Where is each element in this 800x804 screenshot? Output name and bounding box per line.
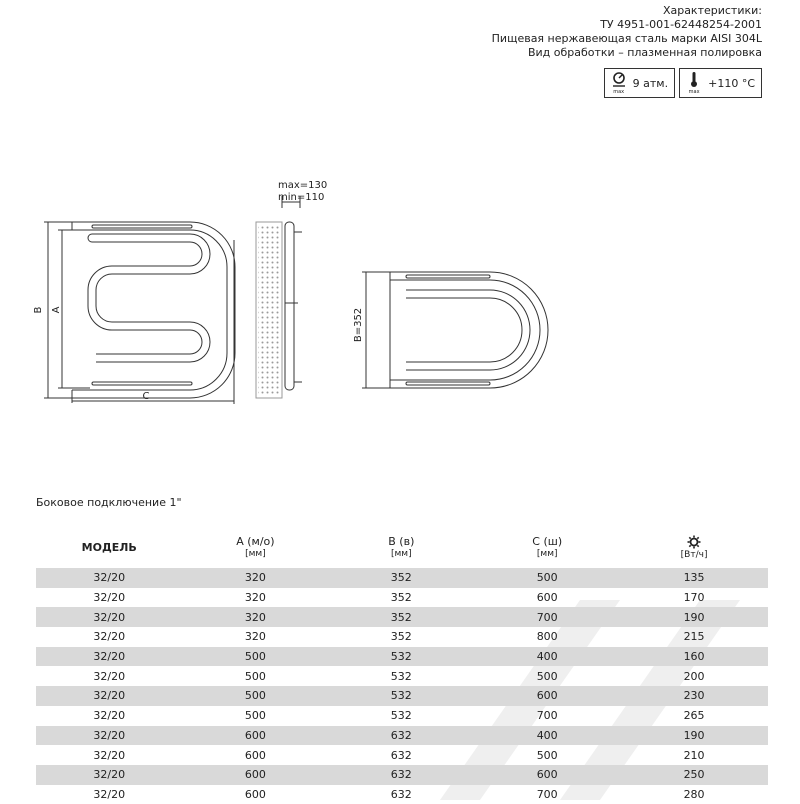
cell-c: 500 bbox=[474, 568, 620, 588]
characteristics-title: Характеристики: bbox=[662, 4, 762, 17]
table-row bbox=[36, 686, 768, 706]
cell-c: 600 bbox=[536, 591, 558, 605]
table-row bbox=[36, 568, 768, 588]
cell-a: 320 bbox=[244, 630, 266, 644]
cell-model: 32/20 bbox=[36, 765, 182, 785]
table-row bbox=[36, 765, 768, 785]
header-model: МОДЕЛЬ bbox=[81, 541, 137, 554]
cell-c: 800 bbox=[536, 630, 558, 644]
cell-c: 700 bbox=[474, 607, 620, 627]
characteristics-material: Пищевая нержавеющая сталь марки AISI 304L bbox=[491, 32, 762, 45]
cell-model: 32/20 bbox=[93, 669, 126, 683]
cell-b: 352 bbox=[390, 630, 412, 644]
cell-b: 632 bbox=[390, 748, 412, 762]
cell-a: 500 bbox=[244, 709, 266, 723]
cell-p: 265 bbox=[683, 709, 705, 723]
cell-model: 32/20 bbox=[36, 726, 182, 746]
front-view-coil bbox=[72, 222, 235, 398]
cell-c: 700 bbox=[536, 787, 558, 801]
table-body bbox=[36, 568, 768, 804]
table-row bbox=[36, 726, 768, 746]
cell-a: 320 bbox=[182, 607, 328, 627]
table-row bbox=[36, 785, 768, 804]
cell-b: 352 bbox=[390, 591, 412, 605]
section-title: Боковое подключение 1" bbox=[36, 496, 182, 509]
cell-model: 32/20 bbox=[93, 787, 126, 801]
front-view-dimensions bbox=[44, 222, 234, 404]
header-power: [Вт/ч] bbox=[620, 528, 768, 568]
dimension-b-label: В bbox=[33, 306, 44, 314]
cell-b: 632 bbox=[328, 765, 474, 785]
cell-p: 230 bbox=[620, 686, 768, 706]
cell-model: 32/20 bbox=[93, 748, 126, 762]
cell-c: 500 bbox=[536, 748, 558, 762]
cell-p: 210 bbox=[683, 748, 705, 762]
cell-p: 170 bbox=[683, 591, 705, 605]
cell-model: 32/20 bbox=[36, 686, 182, 706]
cell-b: 532 bbox=[328, 647, 474, 667]
table-row bbox=[36, 666, 768, 686]
table-row bbox=[36, 647, 768, 667]
right-u-view bbox=[362, 272, 548, 388]
characteristics-finish: Вид обработки – плазменная полировка bbox=[527, 46, 762, 59]
temperature-value: +110 °С bbox=[708, 76, 755, 90]
table-row bbox=[36, 607, 768, 627]
cell-b: 352 bbox=[328, 568, 474, 588]
cell-a: 600 bbox=[182, 765, 328, 785]
cell-model: 32/20 bbox=[93, 630, 126, 644]
wall-hatching bbox=[258, 224, 280, 396]
cell-a: 600 bbox=[182, 726, 328, 746]
cell-c: 600 bbox=[474, 765, 620, 785]
table-row bbox=[36, 627, 768, 647]
cell-p: 280 bbox=[683, 787, 705, 801]
dimension-c-label: С bbox=[142, 391, 150, 402]
cell-a: 320 bbox=[182, 568, 328, 588]
pressure-max-label: max bbox=[613, 89, 625, 95]
cell-b: 352 bbox=[328, 607, 474, 627]
characteristics-spec: ТУ 4951-001-62448254-2001 bbox=[600, 18, 762, 31]
table-row bbox=[36, 706, 768, 726]
cell-p: 160 bbox=[620, 647, 768, 667]
cell-p: 250 bbox=[620, 765, 768, 785]
cell-c: 700 bbox=[536, 709, 558, 723]
cell-a: 500 bbox=[244, 669, 266, 683]
cell-model: 32/20 bbox=[93, 591, 126, 605]
header-a: А (м/о) [мм] bbox=[236, 535, 275, 559]
gap-max-label: max=130 bbox=[278, 180, 328, 191]
cell-p: 215 bbox=[683, 630, 705, 644]
cell-p: 135 bbox=[620, 568, 768, 588]
models-table bbox=[36, 528, 768, 804]
cell-a: 320 bbox=[244, 591, 266, 605]
cell-a: 600 bbox=[244, 787, 266, 801]
cell-b: 632 bbox=[328, 726, 474, 746]
cell-c: 400 bbox=[474, 726, 620, 746]
cell-b: 532 bbox=[390, 709, 412, 723]
header-c: С (ш) [мм] bbox=[532, 535, 563, 559]
cell-a: 600 bbox=[244, 748, 266, 762]
cell-p: 190 bbox=[620, 607, 768, 627]
cell-b: 532 bbox=[390, 669, 412, 683]
cell-model: 32/20 bbox=[93, 709, 126, 723]
power-sun-icon bbox=[621, 535, 767, 549]
cell-a: 500 bbox=[182, 686, 328, 706]
table-row bbox=[36, 588, 768, 608]
gap-min-label: min=110 bbox=[278, 192, 325, 203]
header-b: В (в) [мм] bbox=[388, 535, 415, 559]
dimension-a-label: А bbox=[51, 306, 62, 314]
cell-b: 632 bbox=[390, 787, 412, 801]
cell-model: 32/20 bbox=[36, 647, 182, 667]
cell-c: 600 bbox=[474, 686, 620, 706]
pressure-value: 9 атм. bbox=[632, 76, 669, 90]
table-row bbox=[36, 745, 768, 765]
cell-p: 190 bbox=[620, 726, 768, 746]
cell-p: 200 bbox=[683, 669, 705, 683]
side-b-label: В=352 bbox=[353, 307, 364, 343]
temperature-max-label: max bbox=[688, 89, 700, 95]
cell-model: 32/20 bbox=[36, 568, 182, 588]
table-header-row bbox=[36, 528, 768, 568]
cell-c: 400 bbox=[474, 647, 620, 667]
cell-b: 532 bbox=[328, 686, 474, 706]
cell-a: 500 bbox=[182, 647, 328, 667]
cell-model: 32/20 bbox=[36, 607, 182, 627]
cell-c: 500 bbox=[536, 669, 558, 683]
